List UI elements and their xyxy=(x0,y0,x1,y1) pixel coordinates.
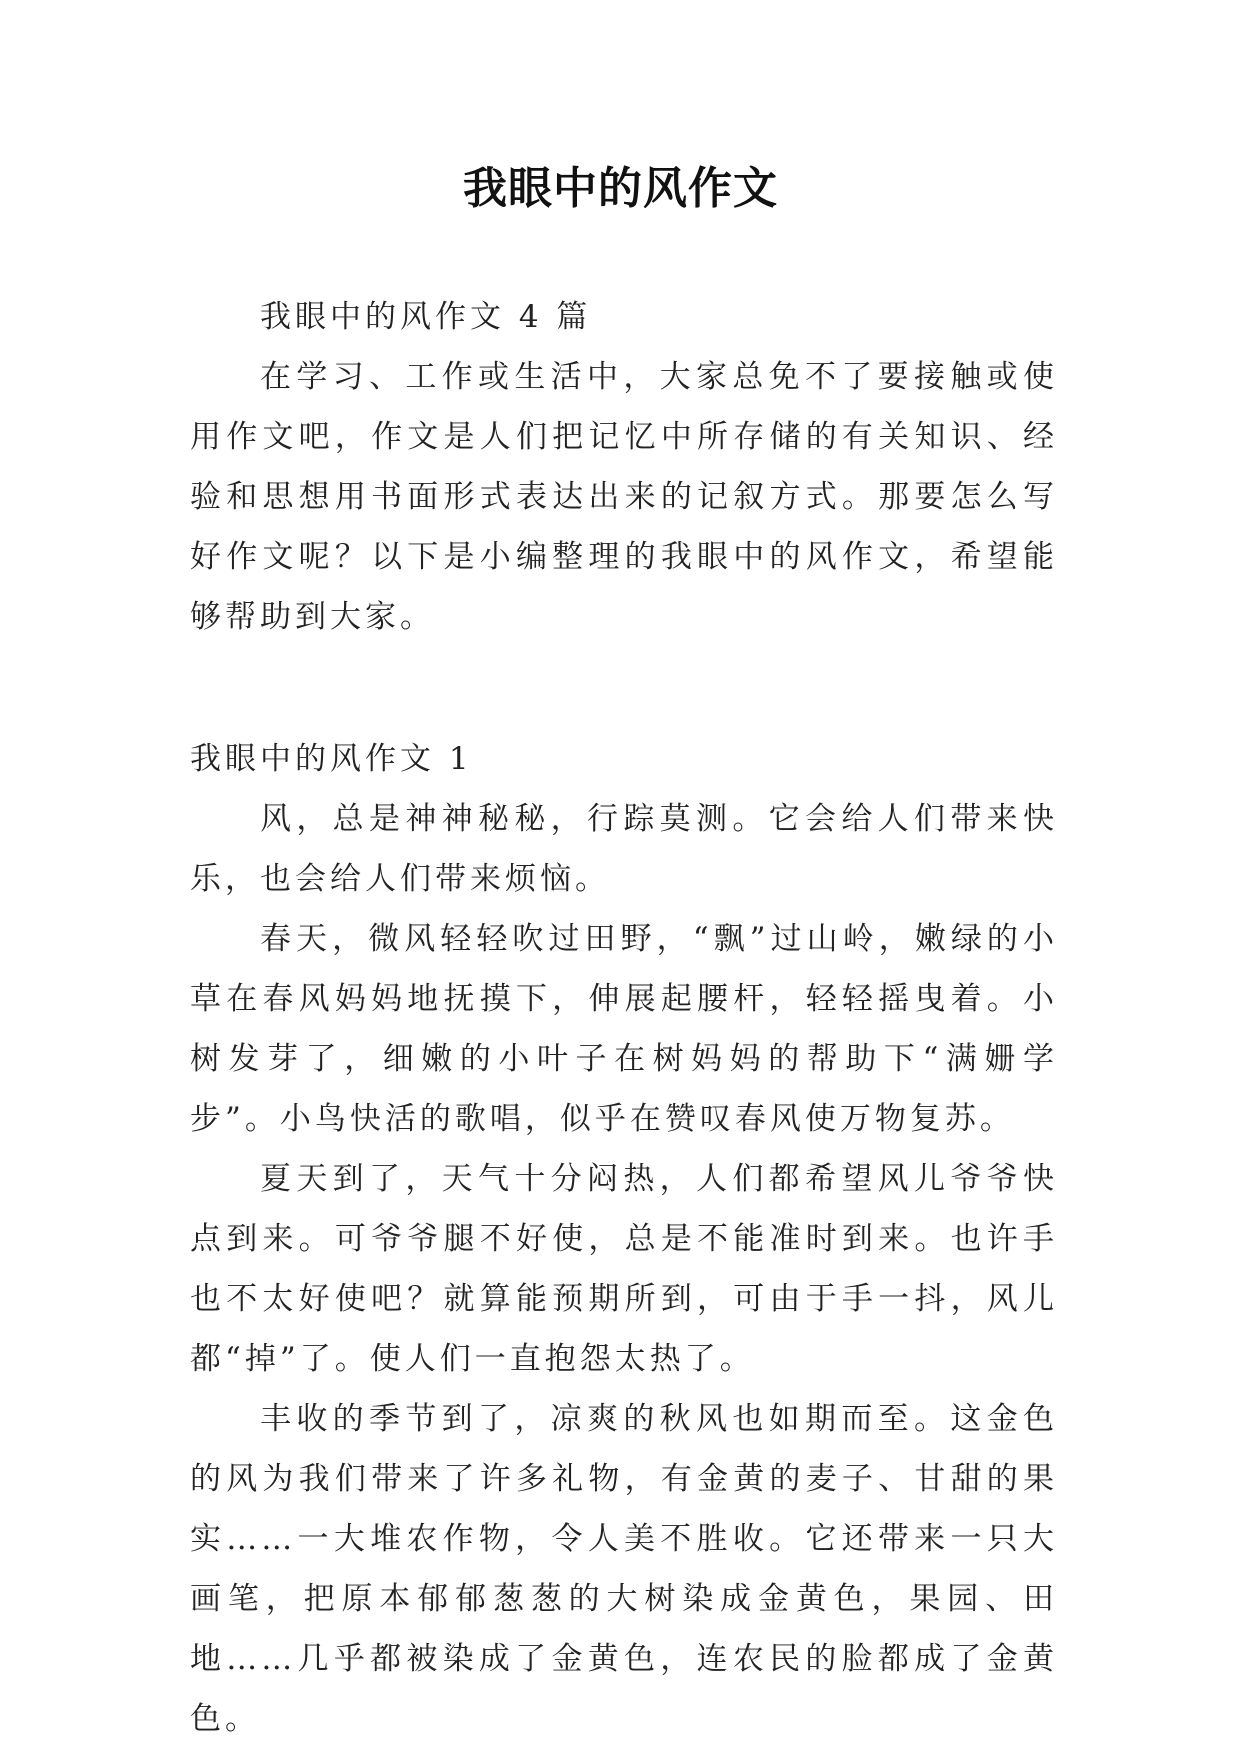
intro-paragraph: 在学习、工作或生活中，大家总免不了要接触或使用作文吧，作文是人们把记忆中所存储的有关知识、经验和思想用书面形式表达出来的记叙方式。那要怎么写好作文呢？以下是小编整理的我眼中的风作文，希望能够帮助到大家。 xyxy=(190,359,1058,635)
section-gap xyxy=(190,647,1058,729)
document-subtitle: 我眼中的风作文 4 篇 xyxy=(260,299,592,335)
document-body xyxy=(190,287,1058,1749)
document-title: 我眼中的风作文 xyxy=(463,163,778,214)
body-paragraph: 春天，微风轻轻吹过田野，“飘”过山岭，嫩绿的小草在春风妈妈地抚摸下，伸展起腰杆，轻轻摇曳着。小树发芽了，细嫩的小叶子在树妈妈的帮助下“满姗学步”。小鸟快活的歌唱，似乎在赞叹春风使万物复苏。 xyxy=(190,921,1058,1137)
section-heading: 我眼中的风作文 1 xyxy=(190,741,473,777)
body-paragraph: 风，总是神神秘秘，行踪莫测。它会给人们带来快乐，也会给人们带来烦恼。 xyxy=(190,801,1058,897)
body-paragraph: 丰收的季节到了，凉爽的秋风也如期而至。这金色的风为我们带来了许多礼物，有金黄的麦子、甘甜的果实……一大堆农作物，令人美不胜收。它还带来一只大画笔，把原本郁郁葱葱的大树染成金黄色，果园、田地……几乎都被染成了金黄色，连农民的脸都成了金黄色。 xyxy=(190,1401,1058,1737)
body-paragraph: 夏天到了，天气十分闷热，人们都希望风儿爷爷快点到来。可爷爷腿不好使，总是不能准时到来。也许手也不太好使吧？就算能预期所到，可由于手一抖，风儿都“掉”了。使人们一直抱怨太热了。 xyxy=(190,1161,1058,1377)
